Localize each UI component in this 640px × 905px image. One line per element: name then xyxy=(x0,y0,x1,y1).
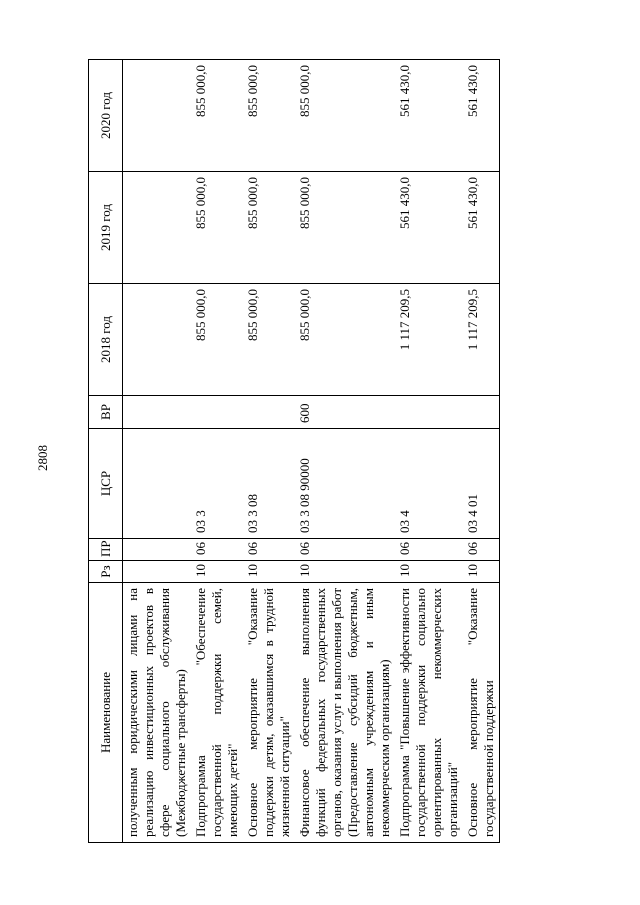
row-2019 xyxy=(123,172,192,284)
row-2020 xyxy=(123,60,192,172)
table-row xyxy=(295,60,395,843)
row-2018: 1 117 209,5 xyxy=(395,284,463,396)
row-2020: 855 000,0 xyxy=(243,60,295,172)
row-2018: 1 117 209,5 xyxy=(463,284,500,396)
row-name: полученным юридическими лицами на реализацию инвестиционных проектов в сфере социального обслуживания (Межбюджетные трансферты) xyxy=(123,583,192,843)
header-2020: 2020 год xyxy=(89,60,123,172)
budget-table xyxy=(88,59,500,843)
row-pr: 06 xyxy=(243,539,295,561)
row-pr: 06 xyxy=(395,539,463,561)
row-2018: 855 000,0 xyxy=(191,284,243,396)
header-csr: ЦСР xyxy=(89,429,123,539)
row-2018: 855 000,0 xyxy=(243,284,295,396)
row-pr: 06 xyxy=(295,539,395,561)
row-rz: 10 xyxy=(295,561,395,583)
row-2018 xyxy=(123,284,192,396)
row-csr: 03 3 08 90000 xyxy=(295,429,395,539)
row-2020: 561 430,0 xyxy=(463,60,500,172)
row-pr xyxy=(123,539,192,561)
table-row xyxy=(191,60,243,843)
table-row xyxy=(243,60,295,843)
row-vr xyxy=(123,396,192,429)
row-2019: 561 430,0 xyxy=(463,172,500,284)
budget-table-rotated xyxy=(88,60,579,843)
row-csr: 03 4 xyxy=(395,429,463,539)
row-csr: 03 3 08 xyxy=(243,429,295,539)
row-rz: 10 xyxy=(395,561,463,583)
row-rz: 10 xyxy=(463,561,500,583)
row-2019: 855 000,0 xyxy=(191,172,243,284)
row-2018: 855 000,0 xyxy=(295,284,395,396)
header-pr: ПР xyxy=(89,539,123,561)
header-vr: ВР xyxy=(89,396,123,429)
row-rz: 10 xyxy=(243,561,295,583)
row-csr: 03 3 xyxy=(191,429,243,539)
row-2020: 855 000,0 xyxy=(295,60,395,172)
row-2019: 561 430,0 xyxy=(395,172,463,284)
table-row xyxy=(123,60,192,843)
row-pr: 06 xyxy=(463,539,500,561)
row-vr xyxy=(243,396,295,429)
table-row xyxy=(463,60,500,843)
header-2019: 2019 год xyxy=(89,172,123,284)
row-2020: 855 000,0 xyxy=(191,60,243,172)
row-vr xyxy=(395,396,463,429)
row-vr: 600 xyxy=(295,396,395,429)
row-name: Подпрограмма "Повышение эффективности государственной поддержки социально ориентированных некоммерческих организаций" xyxy=(395,583,463,843)
row-2020: 561 430,0 xyxy=(395,60,463,172)
row-vr xyxy=(463,396,500,429)
header-2018: 2018 год xyxy=(89,284,123,396)
row-rz: 10 xyxy=(191,561,243,583)
row-name: Подпрограмма "Обеспечение государственной поддержки семей, имеющих детей" xyxy=(191,583,243,843)
row-name: Финансовое обеспечение выполнения функций федеральных государственных органов, оказания услуг и выполнения работ (Предоставление субсидий бюджетным, автономным учреждениям и иным некоммерческим организациям) xyxy=(295,583,395,843)
row-csr: 03 4 01 xyxy=(463,429,500,539)
header-name: Наименование xyxy=(89,583,123,843)
page-number: 2808 xyxy=(35,445,50,471)
row-2019: 855 000,0 xyxy=(295,172,395,284)
row-vr xyxy=(191,396,243,429)
row-rz xyxy=(123,561,192,583)
row-2019: 855 000,0 xyxy=(243,172,295,284)
row-name: Основное мероприятие "Оказание поддержки детям, оказавшимся в трудной жизненной ситуации" xyxy=(243,583,295,843)
row-name: Основное мероприятие "Оказание государственной поддержки xyxy=(463,583,500,843)
table-header-row xyxy=(89,60,123,843)
row-csr xyxy=(123,429,192,539)
header-rz: Рз xyxy=(89,561,123,583)
row-pr: 06 xyxy=(191,539,243,561)
table-row xyxy=(395,60,463,843)
